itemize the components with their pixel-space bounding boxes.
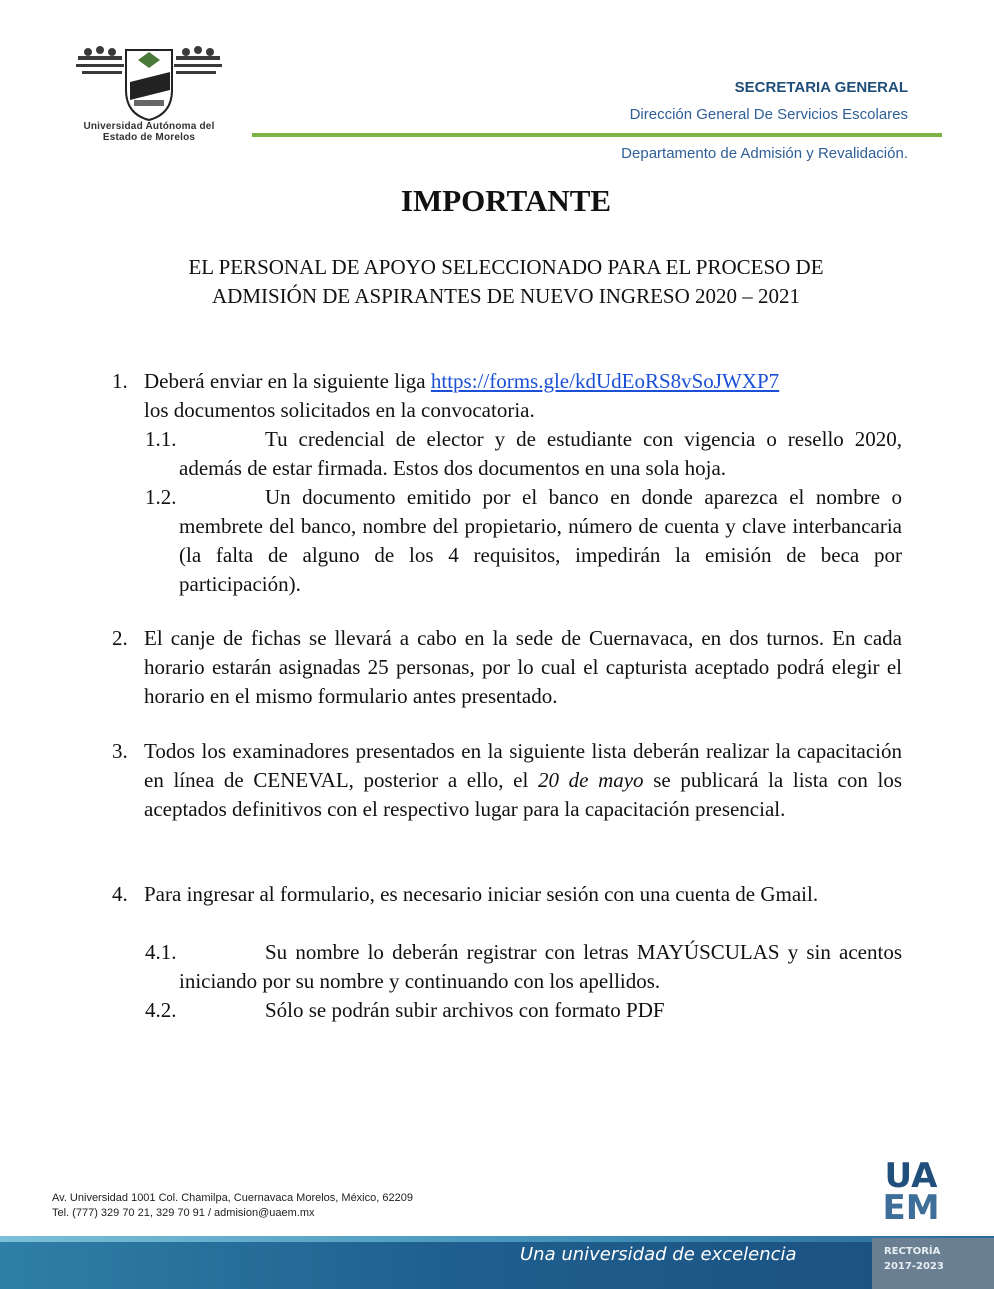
university-name-line1: Universidad Autónoma del [83,121,215,132]
list-item-3 [112,737,902,824]
footer-band-stripe [0,1236,994,1242]
list-item-number: 4. [112,882,128,906]
sub-item-1-2 [145,483,902,599]
footer-slogan: Una universidad de excelencia [520,1244,797,1265]
uaem-logo-top: UA [884,1156,938,1196]
sub-item-number: 4.2. [145,998,177,1022]
uaem-logo-bottom: EM [882,1188,940,1228]
page-subtitle [100,253,912,311]
uaem-logo [876,1156,946,1228]
item-3-text-before: Todos los examinadores presentados en la siguiente lista deberán realizar la capacitación en línea de CENEVAL, posterior a ello, el [144,739,902,792]
rectoria-years: 2017-2023 [884,1261,944,1272]
list-item-text: El canje de fichas se llevará a cabo en la sede de Cuernavaca, en dos turnos. En cada horario estarán asignadas 25 personas, por lo cual el capturista aceptado podrá elegir el horario en el mismo formulario antes presentado. [144,626,902,708]
sub-item-number: 1.2. [145,485,177,509]
item-1-text-after: los documentos solicitados en la convocatoria. [144,398,535,422]
rectoria-label: RECTORÍA [884,1246,941,1257]
sub-item-number: 4.1. [145,940,177,964]
sub-item-4-1 [145,938,902,996]
item-3-text-after: se publicará la lista con los aceptados definitivos con el respectivo lugar para la capacitación presencial. [144,768,902,821]
sub-item-number: 1.1. [145,427,177,451]
university-name [60,121,238,143]
header-divider [252,133,942,137]
secretaria-heading: SECRETARIA GENERAL [734,79,908,96]
subtitle-line2: ADMISIÓN DE ASPIRANTES DE NUEVO INGRESO 2020 – 2021 [211,284,800,308]
list-item-number: 2. [112,626,128,650]
list-item-number: 3. [112,739,128,763]
sub-item-text: Un documento emitido por el banco en donde aparezca el nombre o membrete del banco, nombre del propietario, número de cuenta y clave interbancaria (la falta de alguno de los 4 requisitos, impedirán la emisión de beca por participación). [179,485,902,596]
sub-item-text: Su nombre lo deberán registrar con letras MAYÚSCULAS y sin acentos iniciando por su nombre y continuando con los apellidos. [179,940,902,993]
rectoria-badge [872,1238,994,1289]
date-emphasis: 20 de mayo [537,768,644,792]
list-item-1 [112,367,902,425]
list-item-4 [112,880,902,909]
departamento-heading: Departamento de Admisión y Revalidación. [621,145,908,162]
sub-item-1-1 [145,425,902,483]
address-line: Av. Universidad 1001 Col. Chamilpa, Cuernavaca Morelos, México, 62209 [52,1192,413,1204]
subtitle-line1: EL PERSONAL DE APOYO SELECCIONADO PARA EL PROCESO DE [188,255,824,279]
sub-item-4-2 [145,996,902,1025]
list-item-text [144,737,902,824]
list-item-number: 1. [112,369,128,393]
item-1-text-before: Deberá enviar en la siguiente liga [144,369,431,393]
list-item-text: Para ingresar al formulario, es necesario iniciar sesión con una cuenta de Gmail. [144,882,819,906]
list-item-text [144,367,902,425]
sub-item-text: Tu credencial de elector y de estudiante con vigencia o resello 2020, además de estar firmada. Estos dos documentos en una sola hoja. [179,427,902,480]
sub-item-text: Sólo se podrán subir archivos con formato PDF [265,998,665,1022]
phone-line: Tel. (777) 329 70 21, 329 70 91 / admision@uaem.mx [52,1207,315,1219]
page-title: IMPORTANTE [400,183,612,218]
list-item-2 [112,624,902,711]
direccion-heading: Dirección General De Servicios Escolares [629,106,908,123]
forms-link[interactable]: https://forms.gle/kdUdEoRS8vSoJWXP7 [430,369,780,393]
footer-address [52,1191,413,1221]
footer-band [0,1236,994,1289]
university-name-line2: Estado de Morelos [102,132,196,143]
